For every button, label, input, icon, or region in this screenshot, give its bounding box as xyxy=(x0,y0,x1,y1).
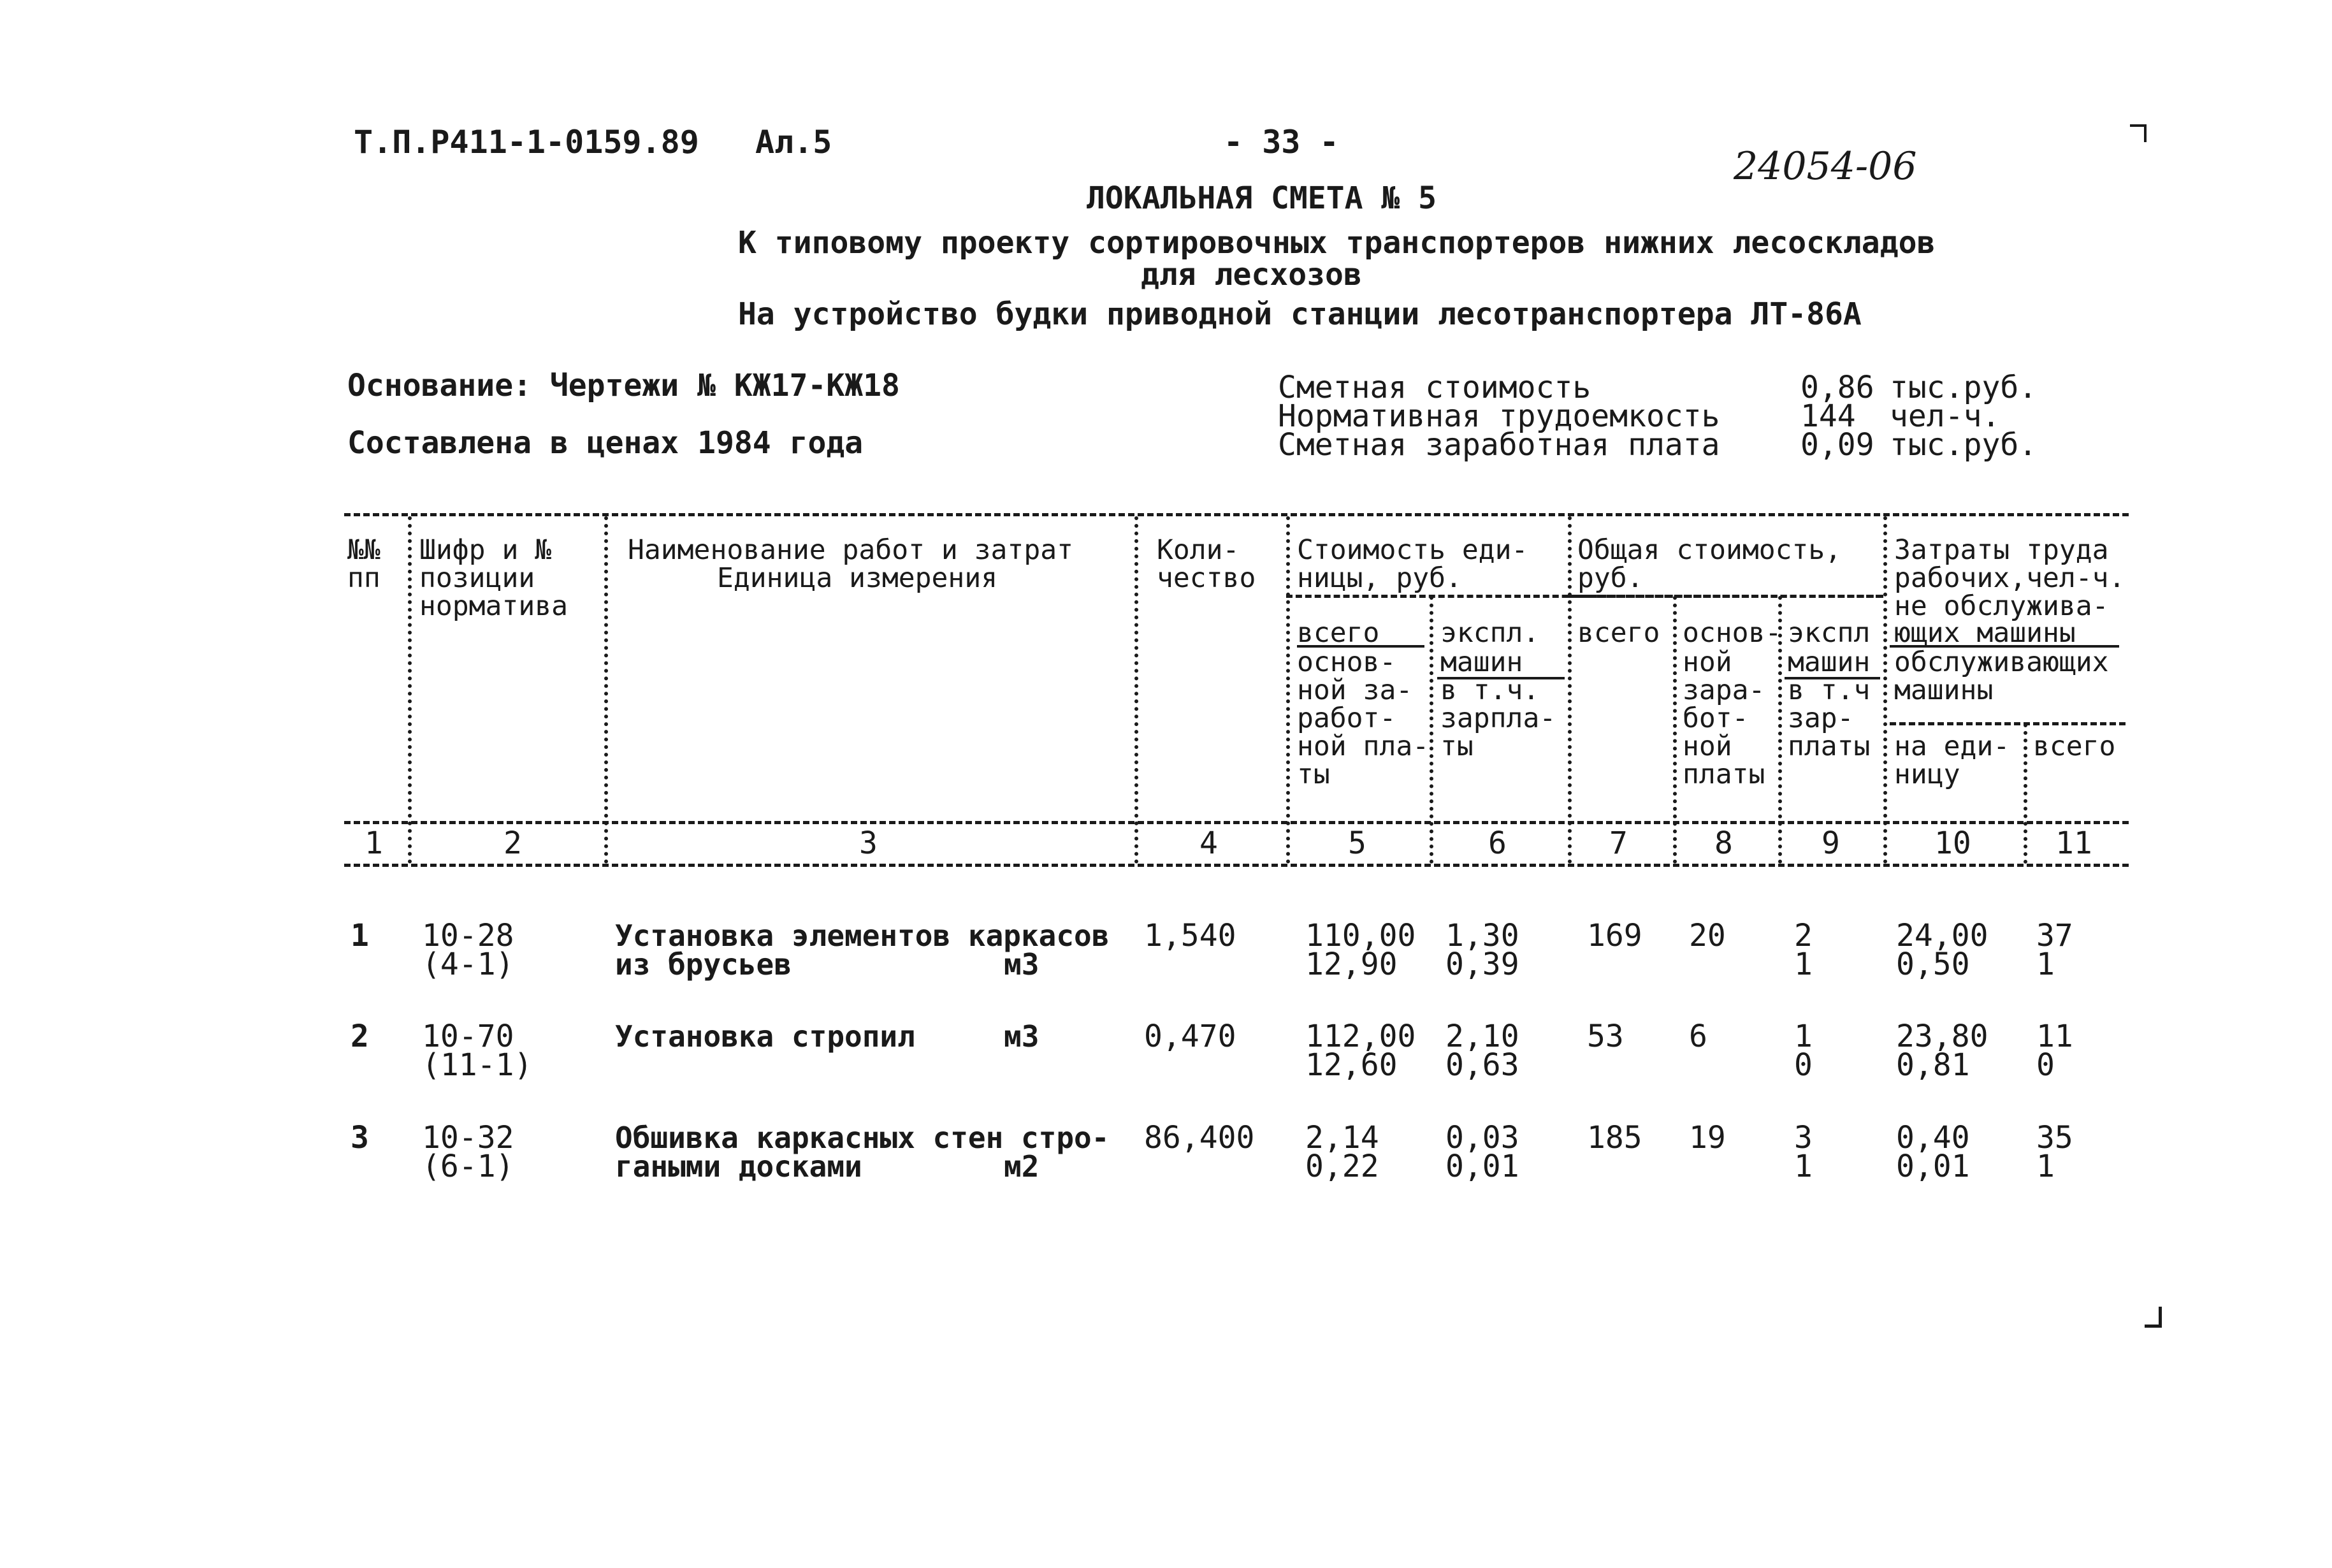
hdr-c2-l1: Шифр и № xyxy=(419,534,552,566)
row-name: Обшивка каркасных стен стро- xyxy=(615,1121,1110,1155)
row-unit-machine: 0,03 xyxy=(1445,1120,1519,1156)
col-number-8: 8 xyxy=(1714,825,1733,861)
col-number-9: 9 xyxy=(1821,825,1840,861)
row-labor-total-machine: 0 xyxy=(2036,1047,2055,1083)
summary-unit-cost: тыс.руб. xyxy=(1890,370,2038,405)
hdr-c5-l5: ной пла- xyxy=(1297,730,1430,762)
hdr-c4-l1: Коли- xyxy=(1157,534,1240,566)
hdr-c1011-l2: рабочих,чел-ч. xyxy=(1894,562,2126,594)
row-total-cost: 169 xyxy=(1587,918,1642,954)
hdr-c7-l1: всего xyxy=(1577,617,1660,649)
row-total-wage: 6 xyxy=(1689,1019,1707,1054)
row-total-machine-wage: 1 xyxy=(1794,947,1813,982)
hdr-c1011-l5: обслуживающих xyxy=(1894,646,2109,678)
col-number-7: 7 xyxy=(1609,825,1628,861)
hdr-c8-l3: зара- xyxy=(1683,674,1765,706)
row-unit-machine-wage: 0,39 xyxy=(1445,947,1519,982)
row-labor-total: 35 xyxy=(2036,1120,2073,1156)
col-number-2: 2 xyxy=(503,825,522,861)
row-labor-unit-machine: 0,81 xyxy=(1896,1047,1970,1083)
hdr-c8-l5: ной xyxy=(1683,730,1732,762)
col-sep-4 xyxy=(1286,516,1290,864)
summary-value-cost: 0,86 xyxy=(1800,370,1874,405)
row-total-machine: 1 xyxy=(1794,1019,1813,1054)
summary-unit-wage: тыс.руб. xyxy=(1890,427,2038,463)
hdr-c10-l1: на еди- xyxy=(1894,730,2010,762)
handwritten-code: 24054-06 xyxy=(1734,144,1917,189)
hdr-c8-l2: ной xyxy=(1683,646,1732,678)
row-unit-machine-wage: 0,63 xyxy=(1445,1047,1519,1083)
basis-text: Основание: Чертежи № КЖ17-КЖ18 xyxy=(347,368,900,403)
col-sep-1 xyxy=(408,516,412,864)
row-total-wage: 20 xyxy=(1689,918,1726,954)
hdr-c1011-l4: ющих машины xyxy=(1894,617,2076,649)
hdr-c1-l1: №№ xyxy=(347,534,380,566)
hdr-c11-l1: всего xyxy=(2033,730,2116,762)
row-unit-cost-wage: 12,60 xyxy=(1305,1047,1398,1083)
table-top-border xyxy=(344,513,2129,516)
row-code: 10-32 xyxy=(422,1120,514,1156)
col-sep-2 xyxy=(604,516,608,864)
row-total-cost: 53 xyxy=(1587,1019,1624,1054)
summary-value-labor: 144 xyxy=(1800,398,1856,434)
hdr-c6-l2: машин xyxy=(1440,646,1523,678)
hdr-c1-l2: пп xyxy=(347,562,380,594)
header-divider-total xyxy=(1568,595,1883,598)
hdr-c8-l4: бот- xyxy=(1683,702,1749,734)
col-sep-9 xyxy=(1883,516,1887,864)
hdr-c8-l1: основ- xyxy=(1683,617,1782,649)
hdr-c3-l2: Единица измерения xyxy=(717,562,998,594)
subtitle-line-3: На устройство будки приводной станции лесотранспортера ЛТ-86А xyxy=(738,296,1862,332)
hdr-c9-l5: платы xyxy=(1788,730,1871,762)
row-quantity: 0,470 xyxy=(1144,1019,1236,1054)
hdr-c5-l1: всего xyxy=(1297,617,1380,649)
row-total-machine: 2 xyxy=(1794,918,1813,954)
hdr-c5-l2: основ- xyxy=(1297,646,1396,678)
row-number: 3 xyxy=(351,1120,369,1156)
row-quantity: 86,400 xyxy=(1144,1120,1255,1156)
subtitle-line-1: К типовому проекту сортировочных транспортеров нижних лесоскладов xyxy=(738,225,1936,261)
hdr-c2-l2: позиции xyxy=(419,562,535,594)
row-unit-cost-total: 2,14 xyxy=(1305,1120,1379,1156)
corner-mark-top xyxy=(2130,124,2147,142)
row-code-sub: (6-1) xyxy=(422,1149,514,1184)
col-sep-3 xyxy=(1134,516,1138,864)
hdr-c9-l3: в т.ч xyxy=(1788,674,1871,706)
page-number: - 33 - xyxy=(1224,124,1339,161)
col-number-5: 5 xyxy=(1348,825,1366,861)
col-number-3: 3 xyxy=(859,825,878,861)
row-code-sub: (4-1) xyxy=(422,947,514,982)
col-sep-6 xyxy=(1568,516,1572,864)
row-unit-cost-wage: 12,90 xyxy=(1305,947,1398,982)
document-title: ЛОКАЛЬНАЯ СМЕТА № 5 xyxy=(1087,180,1437,216)
row-code-sub: (11-1) xyxy=(422,1047,533,1083)
header-bottom-border xyxy=(344,821,2129,824)
row-unit-machine-wage: 0,01 xyxy=(1445,1149,1519,1184)
subtitle-line-2: для лесхозов xyxy=(1141,257,1362,293)
corner-mark-bottom xyxy=(2145,1307,2162,1328)
row-unit-machine: 2,10 xyxy=(1445,1019,1519,1054)
hdr-c6-l3: в т.ч. xyxy=(1440,674,1540,706)
col-sep-5 xyxy=(1430,596,1433,864)
hdr-c9-l1: экспл xyxy=(1788,617,1871,649)
hdr-c2-l3: норматива xyxy=(419,590,568,622)
summary-label-wage: Сметная заработная плата xyxy=(1278,427,1720,463)
hdr-c79-l1: Общая стоимость, xyxy=(1577,534,1842,566)
row-unit-cost-wage: 0,22 xyxy=(1305,1149,1379,1184)
column-numbers-bottom-border xyxy=(344,864,2129,867)
row-total-machine-wage: 0 xyxy=(1794,1047,1813,1083)
hdr-c6-l5: ты xyxy=(1440,730,1474,762)
row-number: 1 xyxy=(351,918,369,954)
hdr-c10-l2: ницу xyxy=(1894,759,1960,790)
row-labor-unit: 24,00 xyxy=(1896,918,1988,954)
summary-label-cost: Сметная стоимость xyxy=(1278,370,1591,405)
hdr-c5-l4: работ- xyxy=(1297,702,1396,734)
row-unit-cost-total: 110,00 xyxy=(1305,918,1416,954)
row-unit-cost-total: 112,00 xyxy=(1305,1019,1416,1054)
summary-unit-labor: чел-ч. xyxy=(1890,398,2001,434)
hdr-c4-l2: чество xyxy=(1157,562,1256,594)
row-name: Установка элементов каркасов xyxy=(615,918,1110,953)
hdr-c79-l2: руб. xyxy=(1577,562,1644,594)
row-name-cont: гаными досками xyxy=(615,1149,862,1184)
row-unit-machine: 1,30 xyxy=(1445,918,1519,954)
hdr-c6-l4: зарпла- xyxy=(1440,702,1556,734)
col-number-1: 1 xyxy=(365,825,383,861)
hdr-c56-l1: Стоимость еди- xyxy=(1297,534,1528,566)
summary-label-labor: Нормативная трудоемкость xyxy=(1278,398,1720,434)
col-sep-7 xyxy=(1673,596,1677,864)
row-quantity: 1,540 xyxy=(1144,918,1236,954)
row-name-cont: из брусьев xyxy=(615,947,792,982)
row-labor-unit-machine: 0,01 xyxy=(1896,1149,1970,1184)
row-number: 2 xyxy=(351,1019,369,1054)
hdr-c3-l1: Наименование работ и затрат xyxy=(628,534,1073,566)
row-unit: м3 xyxy=(1004,947,1039,982)
summary-value-wage: 0,09 xyxy=(1800,427,1874,463)
hdr-c1011-l1: Затраты труда xyxy=(1894,534,2109,566)
row-total-wage: 19 xyxy=(1689,1120,1726,1156)
row-code: 10-28 xyxy=(422,918,514,954)
prices-text: Составлена в ценах 1984 года xyxy=(347,425,864,461)
row-unit: м2 xyxy=(1004,1149,1039,1184)
hdr-c5-l6: ты xyxy=(1297,759,1330,790)
hdr-c56-l2: ницы, руб. xyxy=(1297,562,1462,594)
hdr-c9-l4: зар- xyxy=(1788,702,1854,734)
row-name: Установка стропил xyxy=(615,1019,915,1054)
header-divider-labor xyxy=(1890,722,2126,725)
col-number-10: 10 xyxy=(1934,825,1971,861)
row-labor-total-machine: 1 xyxy=(2036,1149,2055,1184)
row-labor-total: 11 xyxy=(2036,1019,2073,1054)
row-labor-total-machine: 1 xyxy=(2036,947,2055,982)
row-labor-unit: 23,80 xyxy=(1896,1019,1988,1054)
col-number-6: 6 xyxy=(1488,825,1507,861)
row-code: 10-70 xyxy=(422,1019,514,1054)
row-total-cost: 185 xyxy=(1587,1120,1642,1156)
row-labor-unit-machine: 0,50 xyxy=(1896,947,1970,982)
row-total-machine: 3 xyxy=(1794,1120,1813,1156)
sheet-number: Ал.5 xyxy=(755,124,832,161)
row-unit: м3 xyxy=(1004,1019,1039,1054)
hdr-c1011-l3: не обслужива- xyxy=(1894,590,2109,622)
hdr-c8-l6: платы xyxy=(1683,759,1765,790)
col-sep-10 xyxy=(2024,723,2027,864)
hdr-c1011-l6: машины xyxy=(1894,674,1994,706)
document-code: Т.П.Р411-1-0159.89 xyxy=(354,124,699,161)
hdr-c9-l2: машин xyxy=(1788,646,1871,678)
hdr-c6-l1: экспл. xyxy=(1440,617,1540,649)
row-labor-total: 37 xyxy=(2036,918,2073,954)
hdr-c5-l3: ной за- xyxy=(1297,674,1413,706)
col-number-11: 11 xyxy=(2055,825,2092,861)
row-total-machine-wage: 1 xyxy=(1794,1149,1813,1184)
row-labor-unit: 0,40 xyxy=(1896,1120,1970,1156)
col-number-4: 4 xyxy=(1199,825,1218,861)
